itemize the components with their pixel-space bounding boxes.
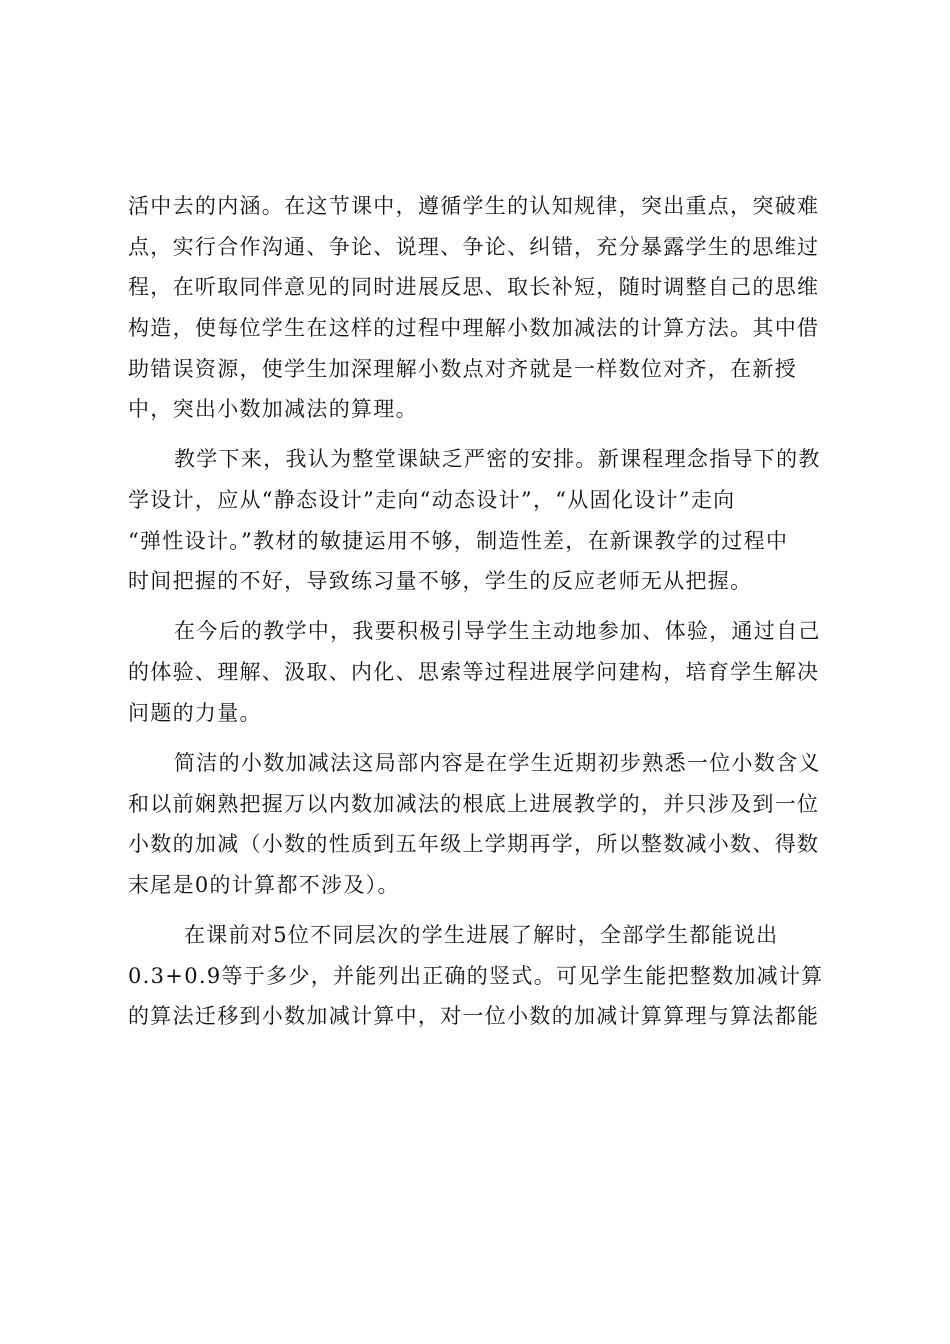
paragraph-5 xyxy=(128,915,828,1037)
text-line: 在今后的教学中，我要积极引导学生主动地参加、体验，通过自己 xyxy=(174,619,821,644)
text-line: 简洁的小数加减法这局部内容是在学生近期初步熟悉一位小数含义 xyxy=(174,750,821,775)
text-line: 0.3+0.9等于多少，并能列出正确的竖式。可见学生能把整数加减计算 xyxy=(128,963,824,988)
paragraph-2 xyxy=(128,439,828,602)
text-line: 程，在听取同伴意见的同时进展反思、取长补短，随时调整自己的思维 xyxy=(128,275,820,300)
text-line: 学设计，应从“静态设计”走向“动态设计”，“从固化设计”走向 xyxy=(128,488,736,513)
text-line: 的算法迁移到小数加减计算中，对一位小数的加减计算算理与算法都能 xyxy=(128,1004,820,1029)
paragraph-spacer xyxy=(128,734,828,743)
text-line: 小数的加减（小数的性质到五年级上学期再学，所以整数减小数、得数 xyxy=(128,832,820,857)
text-line: 时间把握的不好，导致练习量不够，学生的反应老师无从把握。 xyxy=(128,569,753,594)
text-line: 在课前对5位不同层次的学生进展了解时，全部学生都能说出 xyxy=(184,922,779,947)
text-line: 末尾是0的计算都不涉及）。 xyxy=(128,872,400,897)
paragraph-3 xyxy=(128,611,828,733)
text-line: 问题的力量。 xyxy=(128,700,262,725)
text-line: 助错误资源，使学生加深理解小数点对齐就是一样数位对齐，在新授 xyxy=(128,356,797,381)
text-line: 构造，使每位学生在这样的过程中理解小数加减法的计算方法。其中借 xyxy=(128,316,820,341)
text-line: “弹性设计。”教材的敏捷运用不够，制造性差，在新课教学的过程中 xyxy=(128,528,789,553)
text-line: 活中去的内涵。在这节课中，遵循学生的认知规律，突出重点，突破难 xyxy=(128,194,820,218)
paragraph-spacer xyxy=(128,602,828,611)
paragraph-spacer xyxy=(128,430,828,439)
text-line: 中，突出小数加减法的算理。 xyxy=(128,397,418,422)
text-line: 点，实行合作沟通、争论、说理、争论、纠错，充分暴露学生的思维过 xyxy=(128,234,820,259)
document-body xyxy=(128,186,828,1037)
text-line: 的体验、理解、汲取、内化、思索等过程进展学问建构，培育学生解决 xyxy=(128,660,820,685)
text-line: 教学下来，我认为整堂课缺乏严密的安排。新课程理念指导下的教 xyxy=(174,447,821,472)
paragraph-4 xyxy=(128,743,828,906)
paragraph-spacer xyxy=(128,906,828,915)
paragraph-1 xyxy=(128,186,828,430)
text-line: 和以前娴熟把握万以内数加减法的根底上进展教学的，并只涉及到一位 xyxy=(128,791,820,816)
